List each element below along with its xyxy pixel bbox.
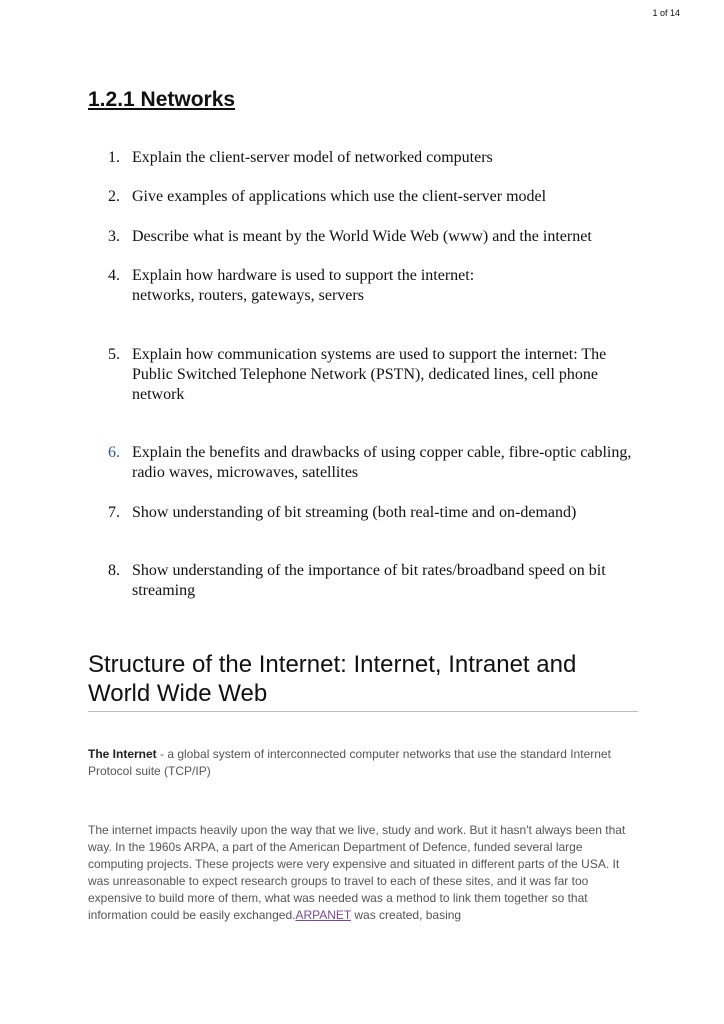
list-number: 3. <box>108 228 120 245</box>
list-item <box>104 345 644 405</box>
list-number: 8. <box>108 562 120 579</box>
body-paragraph <box>88 822 636 924</box>
list-item <box>104 187 644 207</box>
definition-paragraph <box>88 746 636 780</box>
paragraph-text: was created, basing <box>351 908 462 922</box>
list-item-text: Explain the client-server model of networked computers <box>132 149 493 166</box>
list-number: 2. <box>108 188 120 205</box>
definition-text: - a global system of interconnected computer networks that use the standard Internet Protocol suite (TCP/IP) <box>88 747 611 778</box>
section-heading: Structure of the Internet: Internet, Intranet and World Wide Web <box>88 650 638 712</box>
list-item <box>104 266 644 306</box>
paragraph-text: The internet impacts heavily upon the way that we live, study and work. But it hasn't always been that way. In the 1960s ARPA, a part of the American Department of Defence, funded several large computing projects. These projects were very expensive and situated in different parts of the USA. It was unreasonable to expect research groups to travel to each of these sites, and it was far too expensive to build more of them, what was needed was a method to link them together so that information could be easily exchanged. <box>88 823 626 922</box>
list-number: 4. <box>108 267 120 284</box>
list-item-text: Explain the benefits and drawbacks of using copper cable, fibre-optic cabling, radio waves, microwaves, satellites <box>132 444 632 481</box>
list-number: 1. <box>108 149 120 166</box>
list-number: 7. <box>108 504 120 521</box>
list-item <box>104 503 644 523</box>
list-number: 5. <box>108 346 120 363</box>
list-item-line: Explain how hardware is used to support the internet: <box>132 267 475 284</box>
list-item-text: Explain how communication systems are used to support the internet: The Public Switched Telephone Network (PSTN), dedicated lines, cell phone network <box>132 346 607 403</box>
list-item-text: Describe what is meant by the World Wide Web (www) and the internet <box>132 228 592 245</box>
list-item <box>104 443 644 483</box>
list-item <box>104 561 644 601</box>
arpanet-link[interactable]: ARPANET <box>295 908 352 922</box>
list-item-text: Show understanding of bit streaming (both real-time and on-demand) <box>132 504 577 521</box>
list-item <box>104 227 644 247</box>
list-item-text: Show understanding of the importance of bit rates/broadband speed on bit streaming <box>132 562 606 599</box>
list-item-line: networks, routers, gateways, servers <box>132 287 364 304</box>
list-item-text: Give examples of applications which use the client-server model <box>132 188 547 205</box>
definition-term: The Internet <box>88 747 157 761</box>
list-item <box>104 148 644 168</box>
list-number: 6. <box>108 444 120 461</box>
section-title: 1.2.1 Networks <box>88 88 236 111</box>
page-number: 1 of 14 <box>652 8 680 18</box>
list-item-text <box>132 266 644 306</box>
